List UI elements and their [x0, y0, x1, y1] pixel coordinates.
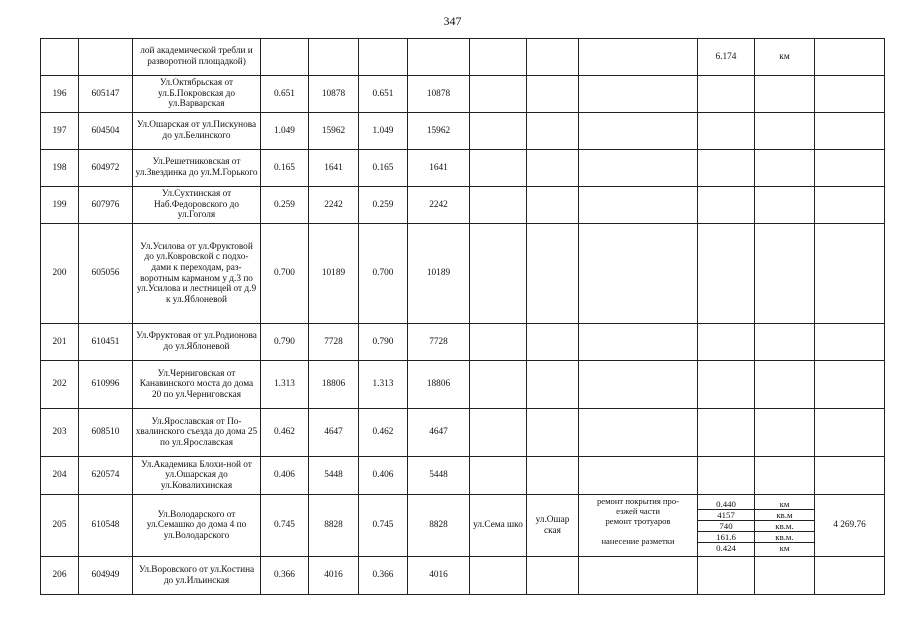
area-cell: 4016: [309, 557, 359, 595]
address-cell: Ул.Воровского от ул.Костина до ул.Ильинская: [133, 557, 261, 595]
row-number: 203: [41, 409, 79, 457]
work-type: ремонт покрытия про-: [596, 495, 679, 506]
address-cell: Ул.Усилова от ул.Фруктовой до ул.Ковровской с подхо-дами к переходам, раз-воротным карманом у д.3 по ул.Усилова и лестницей от д.9 к ул.Яблоневой: [133, 224, 261, 324]
work-value: 0.424: [716, 542, 736, 553]
area-cell: 4647: [408, 409, 470, 457]
work-value: 0.440: [698, 499, 754, 510]
section-to: ул.Ошар ская: [527, 495, 579, 557]
length-cell: 0.259: [261, 187, 309, 224]
length-cell: 0.462: [261, 409, 309, 457]
length-cell: 0.700: [261, 224, 309, 324]
road-code: 605147: [79, 76, 133, 113]
work-type: нанесение разметки: [601, 535, 675, 546]
length-cell: 0.745: [261, 495, 309, 557]
road-code: 608510: [79, 409, 133, 457]
length-cell: 0.651: [261, 76, 309, 113]
road-code: 610996: [79, 361, 133, 409]
works-values: [698, 495, 755, 557]
row-number: 204: [41, 457, 79, 495]
page-number: 347: [443, 14, 462, 28]
row-number: 206: [41, 557, 79, 595]
length-cell: 1.049: [359, 113, 408, 150]
length-cell: 0.165: [261, 150, 309, 187]
table-row: [41, 557, 885, 595]
road-code: 604504: [79, 113, 133, 150]
length-cell: 0.366: [261, 557, 309, 595]
table-row: [41, 457, 885, 495]
table-row: [41, 409, 885, 457]
row-number: 202: [41, 361, 79, 409]
row-number: 200: [41, 224, 79, 324]
road-code: 607976: [79, 187, 133, 224]
extra-value-cell: 6.174: [698, 39, 755, 76]
extra-unit-cell: км: [755, 39, 815, 76]
work-unit: км: [755, 499, 814, 510]
area-cell: 4647: [309, 409, 359, 457]
length-cell: 0.790: [261, 324, 309, 361]
length-cell: 0.165: [359, 150, 408, 187]
road-code: 610548: [79, 495, 133, 557]
work-type: езжей части: [616, 505, 660, 516]
work-type: [579, 546, 697, 556]
area-cell: 2242: [309, 187, 359, 224]
area-cell: 2242: [408, 187, 470, 224]
area-cell: 1641: [408, 150, 470, 187]
area-cell: 15962: [408, 113, 470, 150]
table-row: [41, 150, 885, 187]
work-unit: кв.м.: [755, 521, 814, 532]
table-row: [41, 187, 885, 224]
road-code: 604972: [79, 150, 133, 187]
work-type: ремонт тротуаров: [605, 515, 671, 526]
roads-table: [40, 38, 885, 595]
table-row: [41, 361, 885, 409]
address-cell: Ул.Решетниковская от ул.Звездинка до ул.М.Горького: [133, 150, 261, 187]
length-cell: 1.313: [359, 361, 408, 409]
row-number: 201: [41, 324, 79, 361]
area-cell: 10878: [408, 76, 470, 113]
row-number: 199: [41, 187, 79, 224]
road-code: 605056: [79, 224, 133, 324]
work-type: [579, 526, 697, 536]
address-cell: Ул.Академика Блохи-ной от ул.Ошарская до ул.Ковалихинская: [133, 457, 261, 495]
length-cell: 0.406: [359, 457, 408, 495]
length-cell: 0.366: [359, 557, 408, 595]
area-cell: 10189: [408, 224, 470, 324]
cost-cell: 4 269.76: [815, 495, 885, 557]
length-cell: 0.790: [359, 324, 408, 361]
road-code: 610451: [79, 324, 133, 361]
address-cell: Ул.Сухтинская от Наб.Федоровского до ул.Гоголя: [133, 187, 261, 224]
area-cell: 7728: [408, 324, 470, 361]
section-from: ул.Сема шко: [470, 495, 527, 557]
length-cell: 0.700: [359, 224, 408, 324]
table-row: [41, 76, 885, 113]
area-cell: 8828: [408, 495, 470, 557]
work-unit: кв.м: [755, 510, 814, 521]
work-value: 4157: [698, 510, 754, 521]
area-cell: 10878: [309, 76, 359, 113]
area-cell: 8828: [309, 495, 359, 557]
table-row: [41, 113, 885, 150]
table-row: [41, 324, 885, 361]
address-cell: лой академической требли и разворотной площадкой): [133, 39, 261, 76]
works-units: [755, 495, 815, 557]
length-cell: 1.049: [261, 113, 309, 150]
row-number: 196: [41, 76, 79, 113]
address-cell: Ул.Ярославская от По-хвалинского съезда до дома 25 по ул.Ярославская: [133, 409, 261, 457]
length-cell: 0.462: [359, 409, 408, 457]
work-value: 740: [698, 521, 754, 532]
address-cell: Ул.Черниговская от Канавинского моста до дома 20 по ул.Черниговская: [133, 361, 261, 409]
address-cell: Ул.Фруктовая от ул.Родионова до ул.Яблоневой: [133, 324, 261, 361]
length-cell: 0.259: [359, 187, 408, 224]
area-cell: 5448: [309, 457, 359, 495]
table-row: [41, 224, 885, 324]
road-code: 604949: [79, 557, 133, 595]
work-unit: кв.м.: [755, 532, 814, 543]
area-cell: 18806: [309, 361, 359, 409]
table-row-205: [41, 495, 885, 557]
length-cell: 0.406: [261, 457, 309, 495]
area-cell: 18806: [408, 361, 470, 409]
road-code: 620574: [79, 457, 133, 495]
area-cell: 4016: [408, 557, 470, 595]
row-number: 197: [41, 113, 79, 150]
area-cell: 10189: [309, 224, 359, 324]
address-cell: Ул.Ошарская от ул.Пискунова до ул.Белинского: [133, 113, 261, 150]
length-cell: 0.651: [359, 76, 408, 113]
work-value: 161.6: [698, 532, 754, 543]
address-cell: Ул.Октябрьская от ул.Б.Покровская до ул.Варварская: [133, 76, 261, 113]
length-cell: 1.313: [261, 361, 309, 409]
area-cell: 7728: [309, 324, 359, 361]
length-cell: 0.745: [359, 495, 408, 557]
works-list: [579, 495, 698, 557]
address-cell: Ул.Володарского от ул.Семашко до дома 4 по ул.Володарского: [133, 495, 261, 557]
row-number: 198: [41, 150, 79, 187]
work-unit: км: [779, 542, 790, 553]
area-cell: 5448: [408, 457, 470, 495]
area-cell: 15962: [309, 113, 359, 150]
row-number: 205: [41, 495, 79, 557]
table-row: [41, 39, 885, 76]
area-cell: 1641: [309, 150, 359, 187]
